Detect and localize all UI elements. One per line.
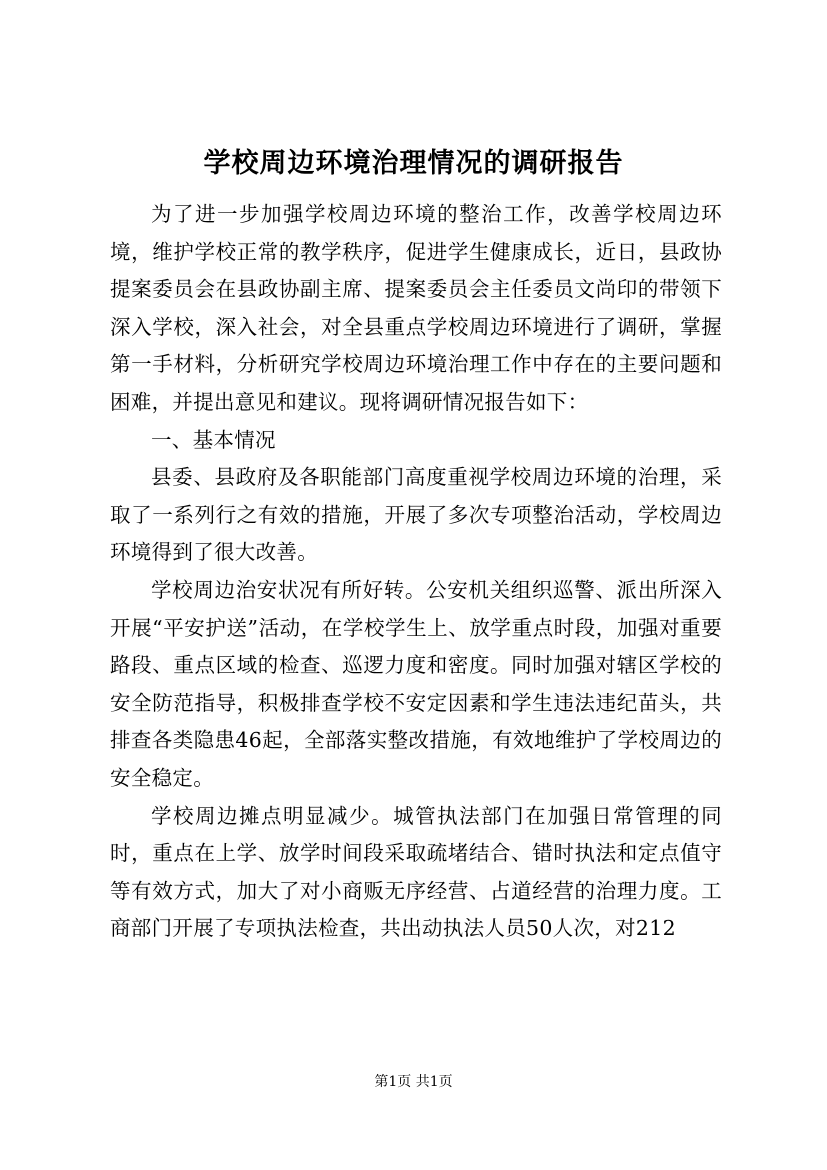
page-footer: 第1页 共1页 bbox=[374, 1074, 453, 1090]
document-body bbox=[110, 196, 722, 948]
paragraph-street-vendors: 学校周边摊点明显减少。城管执法部门在加强日常管理的同时，重点在上学、放学时间段采取疏堵结合、错时执法和定点值守等有效方式，加大了对小商贩无序经营、占道经营的治理力度。工商部门开展了专项执法检查，共出动执法人员50人次，对212 bbox=[110, 803, 722, 941]
paragraph-public-security: 学校周边治安状况有所好转。公安机关组织巡警、派出所深入开展“平安护送”活动，在学校学生上、放学重点时段，加强对重要路段、重点区域的检查、巡逻力度和密度。同时加强对辖区学校的安全防范指导，积极排查学校不安定因素和学生违法违纪苗头，共排查各类隐患46起，全部落实整改措施，有效地维护了学校周边的安全稳定。 bbox=[110, 577, 722, 790]
document-title: 学校周边环境治理情况的调研报告 bbox=[203, 148, 624, 179]
paragraph-intro: 为了进一步加强学校周边环境的整治工作，改善学校周边环境，维护学校正常的教学秩序，促进学生健康成长，近日，县政协提案委员会在县政协副主席、提案委员会主任委员文尚印的带领下深入学校，深入社会，对全县重点学校周边环境进行了调研，掌握第一手材料，分析研究学校周边环境治理工作中存在的主要问题和困难，并提出意见和建议。现将调研情况报告如下： bbox=[110, 202, 722, 414]
paragraph-overview: 县委、县政府及各职能部门高度重视学校周边环境的治理，采取了一系列行之有效的措施，开展了多次专项整治活动，学校周边环境得到了很大改善。 bbox=[110, 465, 722, 565]
section-heading-basic-situation: 一、基本情况 bbox=[151, 427, 276, 452]
